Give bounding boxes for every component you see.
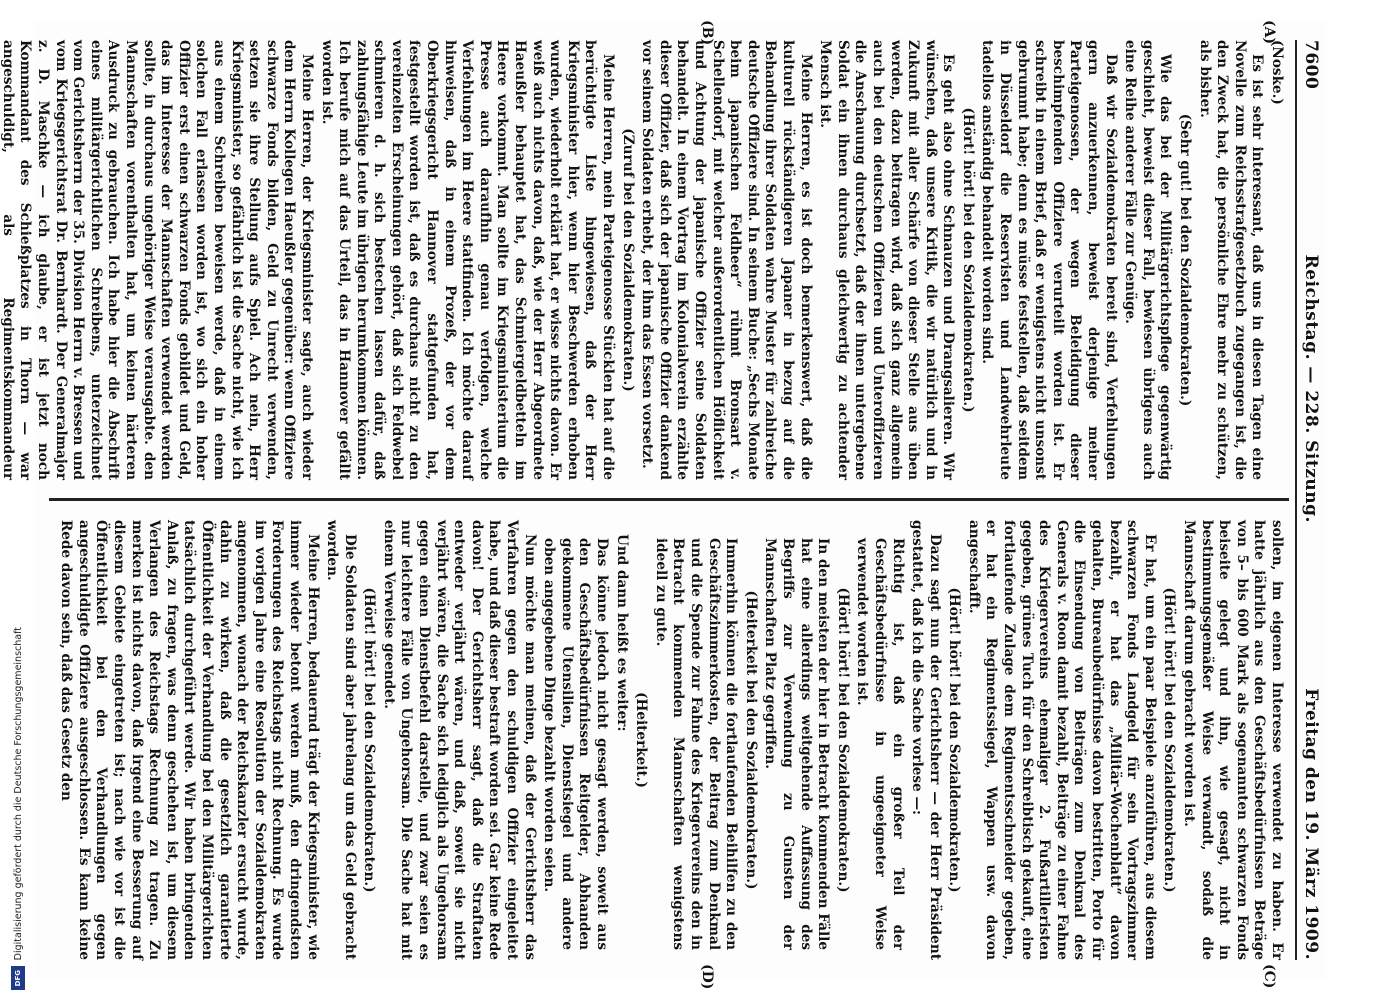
interjection: (Heiterkeit.) [633, 692, 650, 788]
interjection: (Sehr gut! bei den Sozialdemokraten.) [1177, 113, 1194, 407]
margin-letter-b: (B) [699, 20, 715, 46]
interjection: (Hört! hört! bei den Sozialdemokraten.) [959, 107, 976, 413]
page-header [1295, 40, 1325, 960]
paragraph: Meine Herren, bedauernd trägt der Kriegsminister, wie immer wieder betont werden muß, den dringendsten Forderungen des Reichstags nicht Rechnung. Es wurde im vorigen Jahre eine Resolution der Sozialdemokraten angenommen, wonach der Reichskanzler ersucht wurde, dahin zu wirken, daß die gesetzlich garantierte Öffentlichkeit der Verhandlung bei den Militärgerichten tatsächlich durchgeführt werde. Wir haben bringenden Anlaß, zu fragen, was denn geschehen ist, um diesem Verlangen des Reichstags Rechnung zu tragen. Zu merken ist nichts davon, daß irgend eine Besserung auf diesem Gebiete eingetreten ist; nach wie vor ist die Öffentlichkeit bei den Verhandlungen gegen angeschuldigte Offiziere ausgeschlossen. Es kann keine Rede davon sein, daß das Gesetz den [58, 520, 321, 960]
paragraph: Es geht also ohne Schnauzen und Drangsalieren. Wir wünschen, daß unsere Kritik, die wir natürlich und in Zukunft mit aller Schärfe von dieser Stelle aus üben werden, dazu beitragen wird, daß sich ganz allgemein auch bei den deutschen Offizieren und Unteroffizieren die Anschauung durchsetzt, daß der ihnen untergebene Soldat ein ihnen durchaus gleichwertig zu achtender Mensch ist. [817, 40, 957, 480]
interjection: (Zuruf bei den Sozialdemokraten.) [619, 128, 636, 392]
speaker-name: (Noske.) [1269, 40, 1285, 105]
page-number: 7600 [1301, 40, 1321, 90]
paragraph: Er hat, um ein paar Beispiele anzuführen, aus diesem schwarzen Fonds Landgeld für sein Vortragszimmer bezahlt, er hat das „Militär-Wochenblatt“ davon gehalten, Bureaubedürfnisse davon bestritten, Porto für die Einsendung von Beiträgen zum Denkmal des Generals v. Roon damit bezahlt, Beiträge zu einer Fahne des Kriegervereins ehemaliger 2. Fußartilleristen gegeben, grünes Tuch für den Schreibtisch gekauft, eine fortlaufende Zulage dem Regimentsschneider gegeben, er hat ein Regimentssiegel, Wappen usw. davon angeschafft. [965, 520, 1158, 960]
paragraph: Die Soldaten sind aber jahrelang um das Geld gebracht worden. [324, 520, 358, 960]
dfg-logo-icon [11, 966, 25, 990]
quoted-text: Immerhin können die fortlaufenden Beihilfen zu den Geschäftszimmerkosten, der Beitrag zum Denkmal und die Spende zur Fahne des Kriegervereins den in Betracht kommenden Mannschaften wenigstens ideell zu gute. [652, 538, 740, 950]
quoted-text: In den meisten der hier in Betracht kommenden Fälle hat eine allerdings weitgehende Auffassung des Begriffs zur Verwendung zu Gunsten der Mannschaften Platz gegriffen. [762, 538, 832, 950]
paragraph: Es ist sehr interessant, daß uns in diesen Tagen eine Novelle zum Reichsstrafgesetzbuch zugegangen ist, die den Zweck hat, die persönliche Ehre mehr zu schützen, als bisher. [1196, 40, 1266, 480]
digitization-credit [8, 610, 28, 990]
right-column [55, 520, 1285, 960]
left-column [0, 40, 1285, 480]
paragraph: Meine Herren, der Kriegsminister sagte, auch wieder dem Herrn Kollegen Haeußler gegenüber: wenn Offiziere schwarze Fonds bilden, Geld zu Unrecht verwenden, setzen sie ihre Stellung aufs Spiel. Ach nein, Herr Kriegsminister, so gefährlich ist die Sache nicht, wie ich aus einem Schreiben beweisen werde, daß in einem solchen Fall erlassen worden ist, wo sich ein hoher Offizier erst einen schwarzen Fonds gebildet und Geld, das im Interesse der Mannschaften verwendet werden sollte, in durchaus ungehöriger Weise verausgabte. den Mannschaften vorenthalten hat, um keinen härteren Ausdruck zu gebrauchen. Ich habe hier die Abschrift eines militärgerichtlichen Schreibens, unterzeichnet vom Gerichtsherrn der 35. Division Herrn v. Bressen und vom Kriegsgerichtsrat Dr. Bernhardt. Der Generalmajor z. D. Maschke — ich glaube, er ist jetzt noch Kommandant des Schießplatzes in Thorn — war angeschuldigt, als Regimentskommandeur [0, 40, 315, 480]
paragraph: Meine Herren, es ist doch bemerkenswert, daß die kulturell rückständigeren Japaner in bezug auf die Behandlung ihrer Soldaten wahre Muster für zahlreiche deutsche Offiziere sind. In seinem Buche: „Sechs Monate beim japanischen Feldheer“ rühmt Bronsart v. Schellendorf, mit welcher außerordentlichen Höflichkeit und Achtung der japanische Offizier seine Soldaten behandelt. In einem Vortrag im Kolonialverein erzählte dieser Offizier, daß sich der japanische Offizier dankend vor seinem Soldaten erhebt, der ihm das Essen vorsetzt. [639, 40, 814, 480]
paragraph: Daß wir Sozialdemokraten bereit sind, Verfehlungen gern anzuerkennen, beweist derjenige meiner Parteigenossen, der wegen Beleidigung dieser beschimpfenden Offiziere verurteilt worden ist. Er schreibt in einem Brief, daß er wenigstens nicht unsonst gebrummt habe; denn es müsse feststellen, daß seitdem in Düsseldorf die Reservisten und Landwehrleute tadellos anständig behandelt worden sind. [979, 40, 1119, 480]
interjection: (Hört! hört! bei den Sozialdemokraten.) [1161, 587, 1178, 893]
quoted-text: Richtig ist, daß ein großer Teil der Geschäftsbedürfnisse in ungeeigneter Weise verwendet worden ist. [854, 538, 906, 950]
credit-text: Digitalisierung gefördert durch die Deutsche Forschungsgemeinschaft [12, 626, 24, 960]
interjection: (Hört! hört! bei den Sozialdemokraten.) [946, 587, 963, 893]
margin-letter-d: (D) [699, 964, 715, 990]
interjection: (Hört! hört! bei den Sozialdemokraten.) [834, 587, 851, 893]
margin-letter-a: (A) [1261, 20, 1277, 45]
interjection: (Hört! hört! bei den Sozialdemokraten.) [361, 587, 378, 893]
margin-letter-c: (C) [1261, 964, 1277, 989]
paragraph: Und dann heißt es weiter: [613, 534, 630, 732]
dfg-logo-text: DFG [14, 969, 22, 987]
column-divider [49, 498, 1289, 501]
header-date: Freitag den 19. März 1909. [1301, 688, 1321, 960]
quoted-text: Das könne jedoch nicht gesagt werden, soweit aus den Geschäftsbedürfnissen Reitgelder, Abhanden gekommene Utensilien, Dienstsiegel und andere oben angegebene Dinge bezahlt worden seien. [541, 538, 611, 950]
paragraph: Nun möchte man meinen, daß der Gerichtsherr das Verfahren gegen den schuldigen Offizier eingeleitet habe, und daß dieser bestraft worden sei. Gar keine Rede davon! Der Gerichtsherr sagt, daß die Straftaten entweder verjährt wären, und daß, soweit sie nicht verjährt wären, die Sache sich lediglich als Ungehorsam gegen einen Dienstbefehl darstelle, und zwar seien es nur leichtere Fälle von Ungehorsam. Die Sache hat mit einem Verweise geendet. [380, 520, 538, 960]
interjection: (Heiterkeit bei den Sozialdemokraten.) [742, 590, 759, 890]
paragraph: Wie das bei der Militärgerichtspflege gegenwärtig geschieht, beweist dieser Fall, bewiesen übrigens auch eine Reihe anderer Fälle zur Genüge. [1122, 40, 1174, 480]
header-title: Reichstag. — 228. Sitzung. [1301, 254, 1321, 523]
paragraph: Meine Herren, mein Parteigenosse Stücklen hat auf die berüchtigte Liste hingewiesen, daß der Herr Kriegsminister hier, wenn hier Beschwerden erhoben wurden, wiederholt erklärt hat, er wisse nichts davon. Er weiß auch nichts davon, daß, wie der Herr Abgeordnete Haeußler behauptet hat, das Schmiergeldbetteln im Heere vorkommt. Man sollte im Kriegsministerium die Presse auch daraufhin genau verfolgen, welche Verfehlungen im Heere stattfinden. Ich möchte darauf hinweisen, daß in einem Prozeß, der vor dem Oberkriegsgericht Hannover stattgefunden hat, festgestellt worden ist, daß es durchaus nicht zu den vereinzelten Erscheinungen gehört, daß sich Feldwebel schmieren d. h. sich bestechen lassen dafür, daß zahlungsfähige Leute im übrigen herumkommen können. Ich berufe mich auf das Urteil, das in Hannover gefällt worden ist. [318, 40, 617, 480]
paragraph: Dazu sagt nun der Gerichtsherr — der Herr Präsident gestattet, daß ich die Sache vorlese —: [909, 520, 943, 960]
paragraph: sollen, im eigenen Interesse verwendet zu haben. Er hatte jährlich aus den Geschäftsbedürfnissen Beträge von 5– bis 600 Mark als sogenannten schwarzen Fonds beiseite gelegt und ihn, wie gesagt, nicht in bestimmungsgemäßer Weise verwandt, sodaß die Mannschaft darum gebracht worden ist. [1181, 520, 1285, 960]
